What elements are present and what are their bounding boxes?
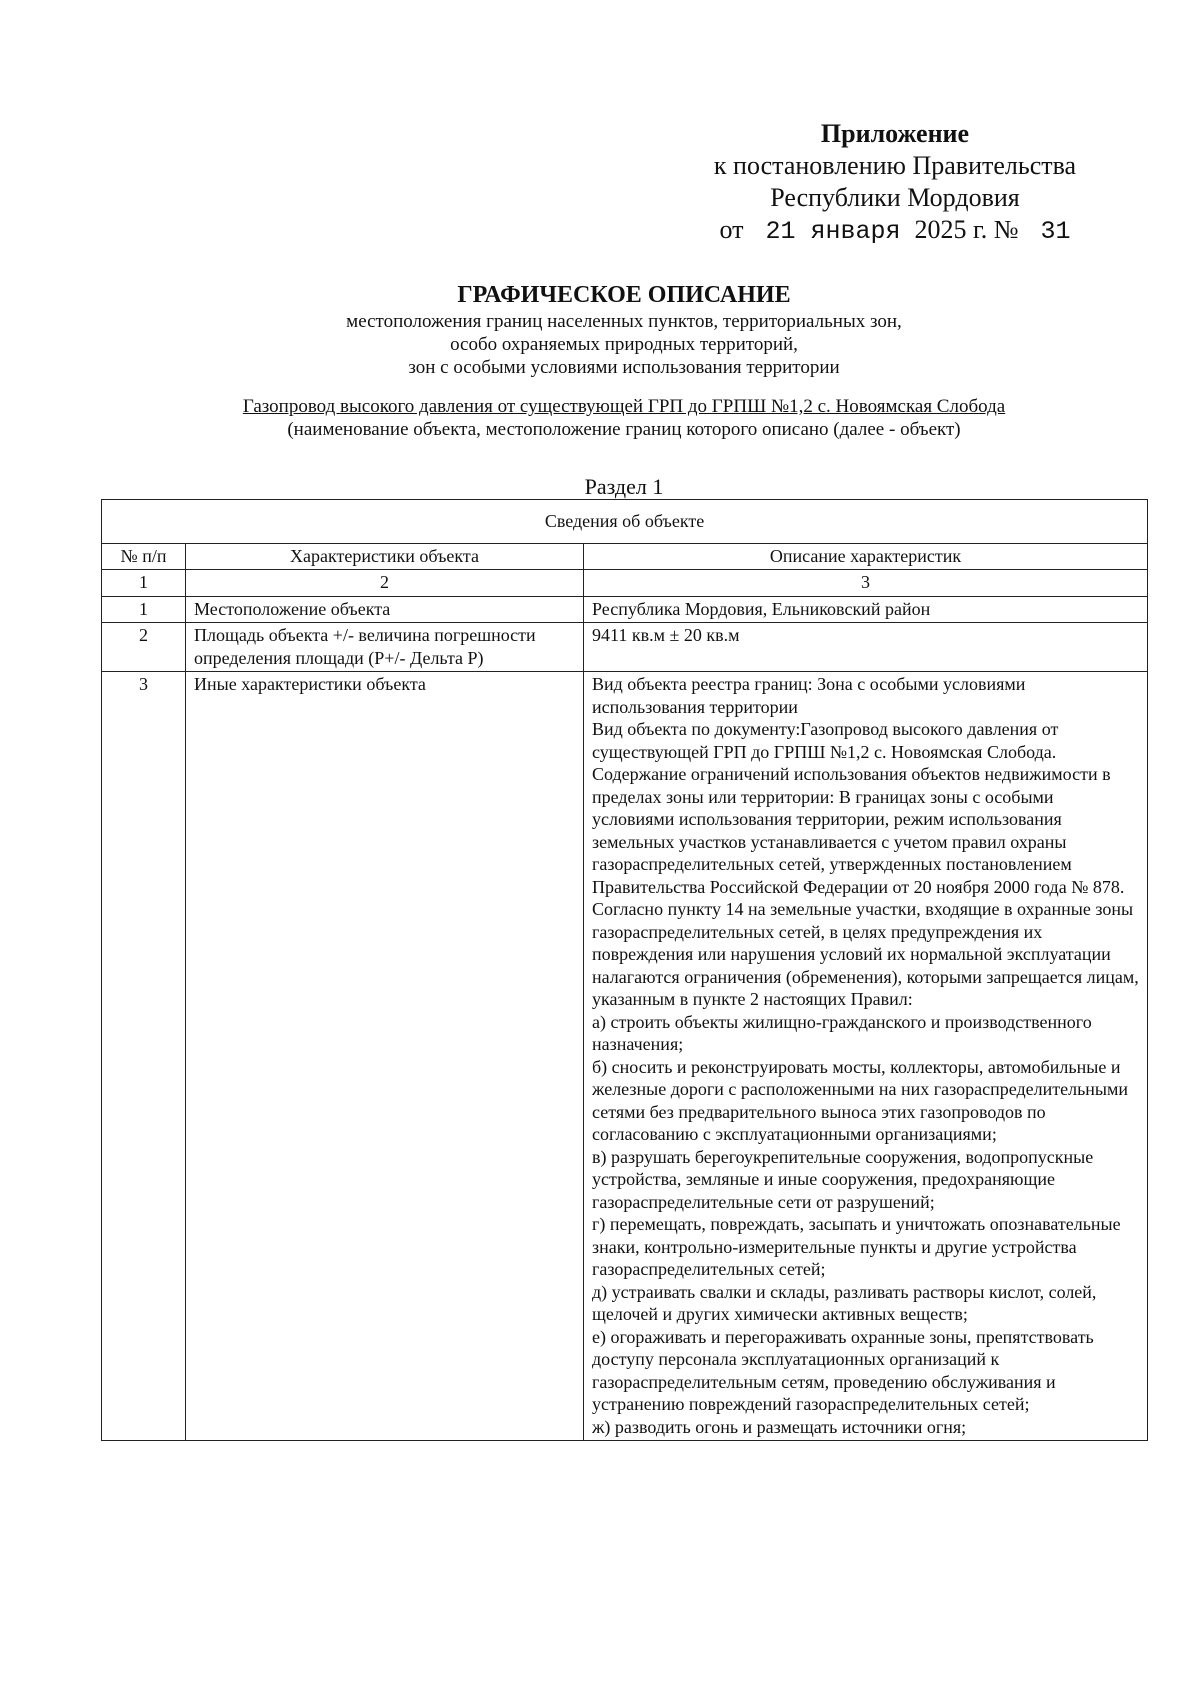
desc-paragraph: в) разрушать берегоукрепительные сооружения, водопропускные устройства, земляные и иные сооружения, предохраняющие газораспределительные сети от разрушений; — [592, 1146, 1094, 1212]
appendix-date-line — [660, 214, 1130, 248]
table-row — [102, 596, 1148, 623]
appendix-line-2: Республики Мордовия — [770, 183, 1020, 212]
row-characteristic: Площадь объекта +/- величина погрешности определения площади (P+/- Дельта P) — [186, 623, 584, 672]
document-heading — [0, 280, 1200, 379]
header-characteristics: Характеристики объекта — [186, 543, 584, 570]
desc-paragraph: Вид объекта по документу:Газопровод высокого давления от существующей ГРП до ГРПШ №1,2 с. Новоямская Слобода. — [592, 719, 1059, 762]
object-name: Газопровод высокого давления от существующей ГРП до ГРПШ №1,2 с. Новоямская Слобода — [242, 396, 1006, 417]
desc-paragraph: Вид объекта реестра границ: Зона с особыми условиями использования территории — [592, 674, 1026, 717]
from-label: от — [719, 215, 744, 244]
table-caption: Сведения об объекте — [102, 500, 1148, 544]
column-number-1: 1 — [102, 570, 186, 597]
section-title: Раздел 1 — [584, 474, 664, 499]
decree-date: 21 января — [765, 217, 901, 246]
desc-paragraph: а) строить объекты жилищно-гражданского и производственного назначения; — [592, 1011, 1092, 1054]
row-characteristic: Местоположение объекта — [186, 596, 584, 623]
object-info-table — [101, 499, 1148, 1441]
document-subtitle-3: зон с особыми условиями использования территории — [408, 357, 840, 378]
row-number: 3 — [102, 672, 186, 1441]
row-number: 2 — [102, 623, 186, 672]
header-number: № п/п — [102, 543, 186, 570]
column-number-3: 3 — [584, 570, 1148, 597]
desc-paragraph: г) перемещать, повреждать, засыпать и уничтожать опознавательные знаки, контрольно-измерительные пункты и другие устройства газораспределительных сетей; — [592, 1214, 1121, 1279]
document-subtitle-1: местоположения границ населенных пунктов, территориальных зон, — [346, 311, 902, 332]
appendix-line-1: к постановлению Правительства — [713, 151, 1077, 180]
table-row — [102, 623, 1148, 672]
appendix-block — [660, 118, 1130, 248]
row-number: 1 — [102, 596, 186, 623]
object-caption: (наименование объекта, местоположение границ которого описано (далее - объект) — [287, 419, 961, 440]
document-subtitle-2: особо охраняемых природных территорий, — [450, 334, 798, 355]
desc-paragraph: ж) разводить огонь и размещать источники огня; — [592, 1416, 967, 1437]
decree-year: 2025 г. № — [914, 215, 1019, 244]
row-characteristic: Иные характеристики объекта — [186, 672, 584, 1441]
appendix-title: Приложение — [820, 119, 970, 148]
row-description: 9411 кв.м ± 20 кв.м — [584, 623, 1148, 672]
desc-paragraph: Содержание ограничений использования объектов недвижимости в пределах зоны или территории: В границах зоны с особыми условиями использования территории, режим использования земельных участков устанавливается с учетом правил охраны газораспределительных сетей, утвержденных постановлением Правительства Российской Федерации от 20 ноября 2000 года № 878. Согласно пункту 14 на земельные участки, входящие в охранные зоны газораспределительных сетей, в целях предупреждения их повреждения или нарушения условий их нормальной эксплуатации налагаются ограничения (обременения), которыми запрещается лицам, указанным в пункте 2 настоящих Правил: — [592, 764, 1139, 1009]
desc-paragraph: е) огораживать и перегораживать охранные зоны, препятствовать доступу персонала эксплуатационных организаций к газораспределительным сетям, проведению обслуживания и устранению повреждений газораспределительных сетей; — [592, 1326, 1094, 1414]
header-description: Описание характеристик — [584, 543, 1148, 570]
column-number-2: 2 — [186, 570, 584, 597]
table-row — [102, 672, 1148, 1441]
object-block — [0, 395, 1200, 441]
decree-number: 31 — [1040, 217, 1071, 246]
desc-paragraph: б) сносить и реконструировать мосты, коллекторы, автомобильные и железные дороги с расположенными на них газораспределительными сетями без предварительного выноса этих газопроводов по согласованию с эксплуатационными организациями; — [592, 1056, 1129, 1144]
row-description: Республика Мордовия, Ельниковский район — [584, 596, 1148, 623]
row-description — [584, 672, 1148, 1441]
document-title: ГРАФИЧЕСКОЕ ОПИСАНИЕ — [457, 282, 791, 308]
desc-paragraph: д) устраивать свалки и склады, разливать растворы кислот, солей, щелочей и других химически активных веществ; — [592, 1281, 1097, 1324]
